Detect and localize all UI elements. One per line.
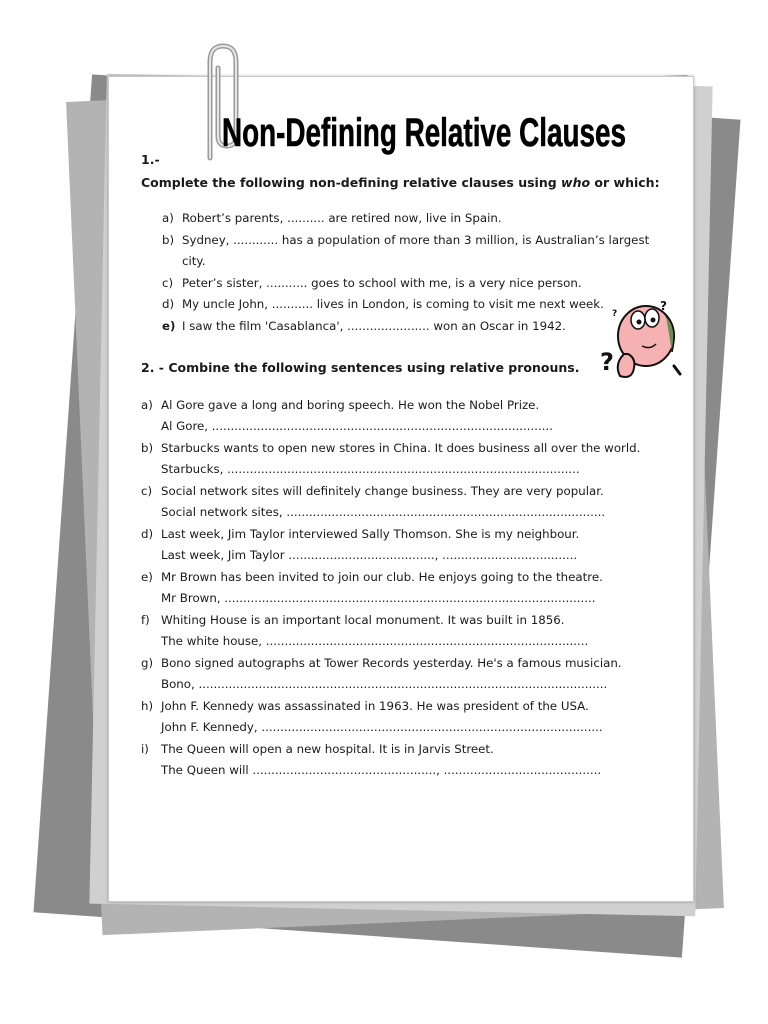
item-label: e) xyxy=(162,319,176,333)
section-1-instruction: Complete the following non-defining relative clauses using who or which: xyxy=(141,175,660,190)
question-mark-tiny: ? xyxy=(612,309,618,319)
answer-line[interactable]: Al Gore, ........................................................................................... xyxy=(161,419,554,433)
item-sentence: Mr Brown has been invited to join our club. He enjoys going to the theatre. xyxy=(161,570,603,584)
item-label: i) xyxy=(141,742,149,756)
item-text: Peter’s sister, ........... goes to school with me, is a very nice person. xyxy=(182,276,582,290)
item-text: Robert’s parents, .......... are retired now, live in Spain. xyxy=(182,211,502,225)
question-mark-large: ? xyxy=(600,348,614,376)
answer-line[interactable]: Last week, Jim Taylor ......................................., .................................... xyxy=(161,548,578,562)
answer-line[interactable]: The white house, ...................................................................................... xyxy=(161,634,589,648)
answer-line[interactable]: Starbucks, .............................................................................................. xyxy=(161,462,580,476)
item-label: e) xyxy=(141,570,153,584)
item-sentence: The Queen will open a new hospital. It is in Jarvis Street. xyxy=(161,742,494,756)
item-sentence: Whiting House is an important local monument. It was built in 1856. xyxy=(161,613,565,627)
answer-line[interactable]: The Queen will ................................................., .......................................... xyxy=(161,763,602,777)
question-mark-small: ? xyxy=(660,299,667,313)
item-label: b) xyxy=(141,441,154,455)
item-sentence: Al Gore gave a long and boring speech. He won the Nobel Prize. xyxy=(161,398,540,412)
item-label: d) xyxy=(141,527,154,541)
answer-line[interactable]: Mr Brown, ................................................................................................... xyxy=(161,591,596,605)
item-label: g) xyxy=(141,656,154,670)
item-text: My uncle John, ........... lives in London, is coming to visit me next week. xyxy=(182,297,604,311)
item-sentence: John F. Kennedy was assassinated in 1963. He was president of the USA. xyxy=(161,699,589,713)
item-sentence: Bono signed autographs at Tower Records yesterday. He's a famous musician. xyxy=(161,656,622,670)
item-text: city. xyxy=(182,254,206,268)
item-sentence: Starbucks wants to open new stores in China. It does business all over the world. xyxy=(161,441,641,455)
answer-line[interactable]: Bono, ............................................................................................................. xyxy=(161,677,608,691)
section-1-number: 1.- xyxy=(141,152,160,167)
item-label: b) xyxy=(162,233,175,247)
item-label: d) xyxy=(162,297,175,311)
item-label: f) xyxy=(141,613,150,627)
item-text: Sydney, ............ has a population of more than 3 million, is Australian’s largest xyxy=(182,233,650,247)
item-sentence: Social network sites will definitely change business. They are very popular. xyxy=(161,484,604,498)
item-sentence: Last week, Jim Taylor interviewed Sally Thomson. She is my neighbour. xyxy=(161,527,580,541)
item-label: c) xyxy=(162,276,174,290)
answer-line[interactable]: Social network sites, ..................................................................................... xyxy=(161,505,606,519)
section-2-heading: 2. - Combine the following sentences using relative pronouns. xyxy=(141,360,580,375)
item-label: a) xyxy=(162,211,174,225)
item-text: I saw the film 'Casablanca', ...................... won an Oscar in 1942. xyxy=(182,319,566,333)
item-label: c) xyxy=(141,484,153,498)
svg-text:Non-Defining Relative Clauses: Non-Defining Relative Clauses xyxy=(222,111,626,155)
answer-line[interactable]: John F. Kennedy, ........................................................................................... xyxy=(161,720,603,734)
page-title xyxy=(222,106,632,162)
confused-face-illustration xyxy=(598,296,690,388)
item-label: h) xyxy=(141,699,154,713)
item-label: a) xyxy=(141,398,153,412)
